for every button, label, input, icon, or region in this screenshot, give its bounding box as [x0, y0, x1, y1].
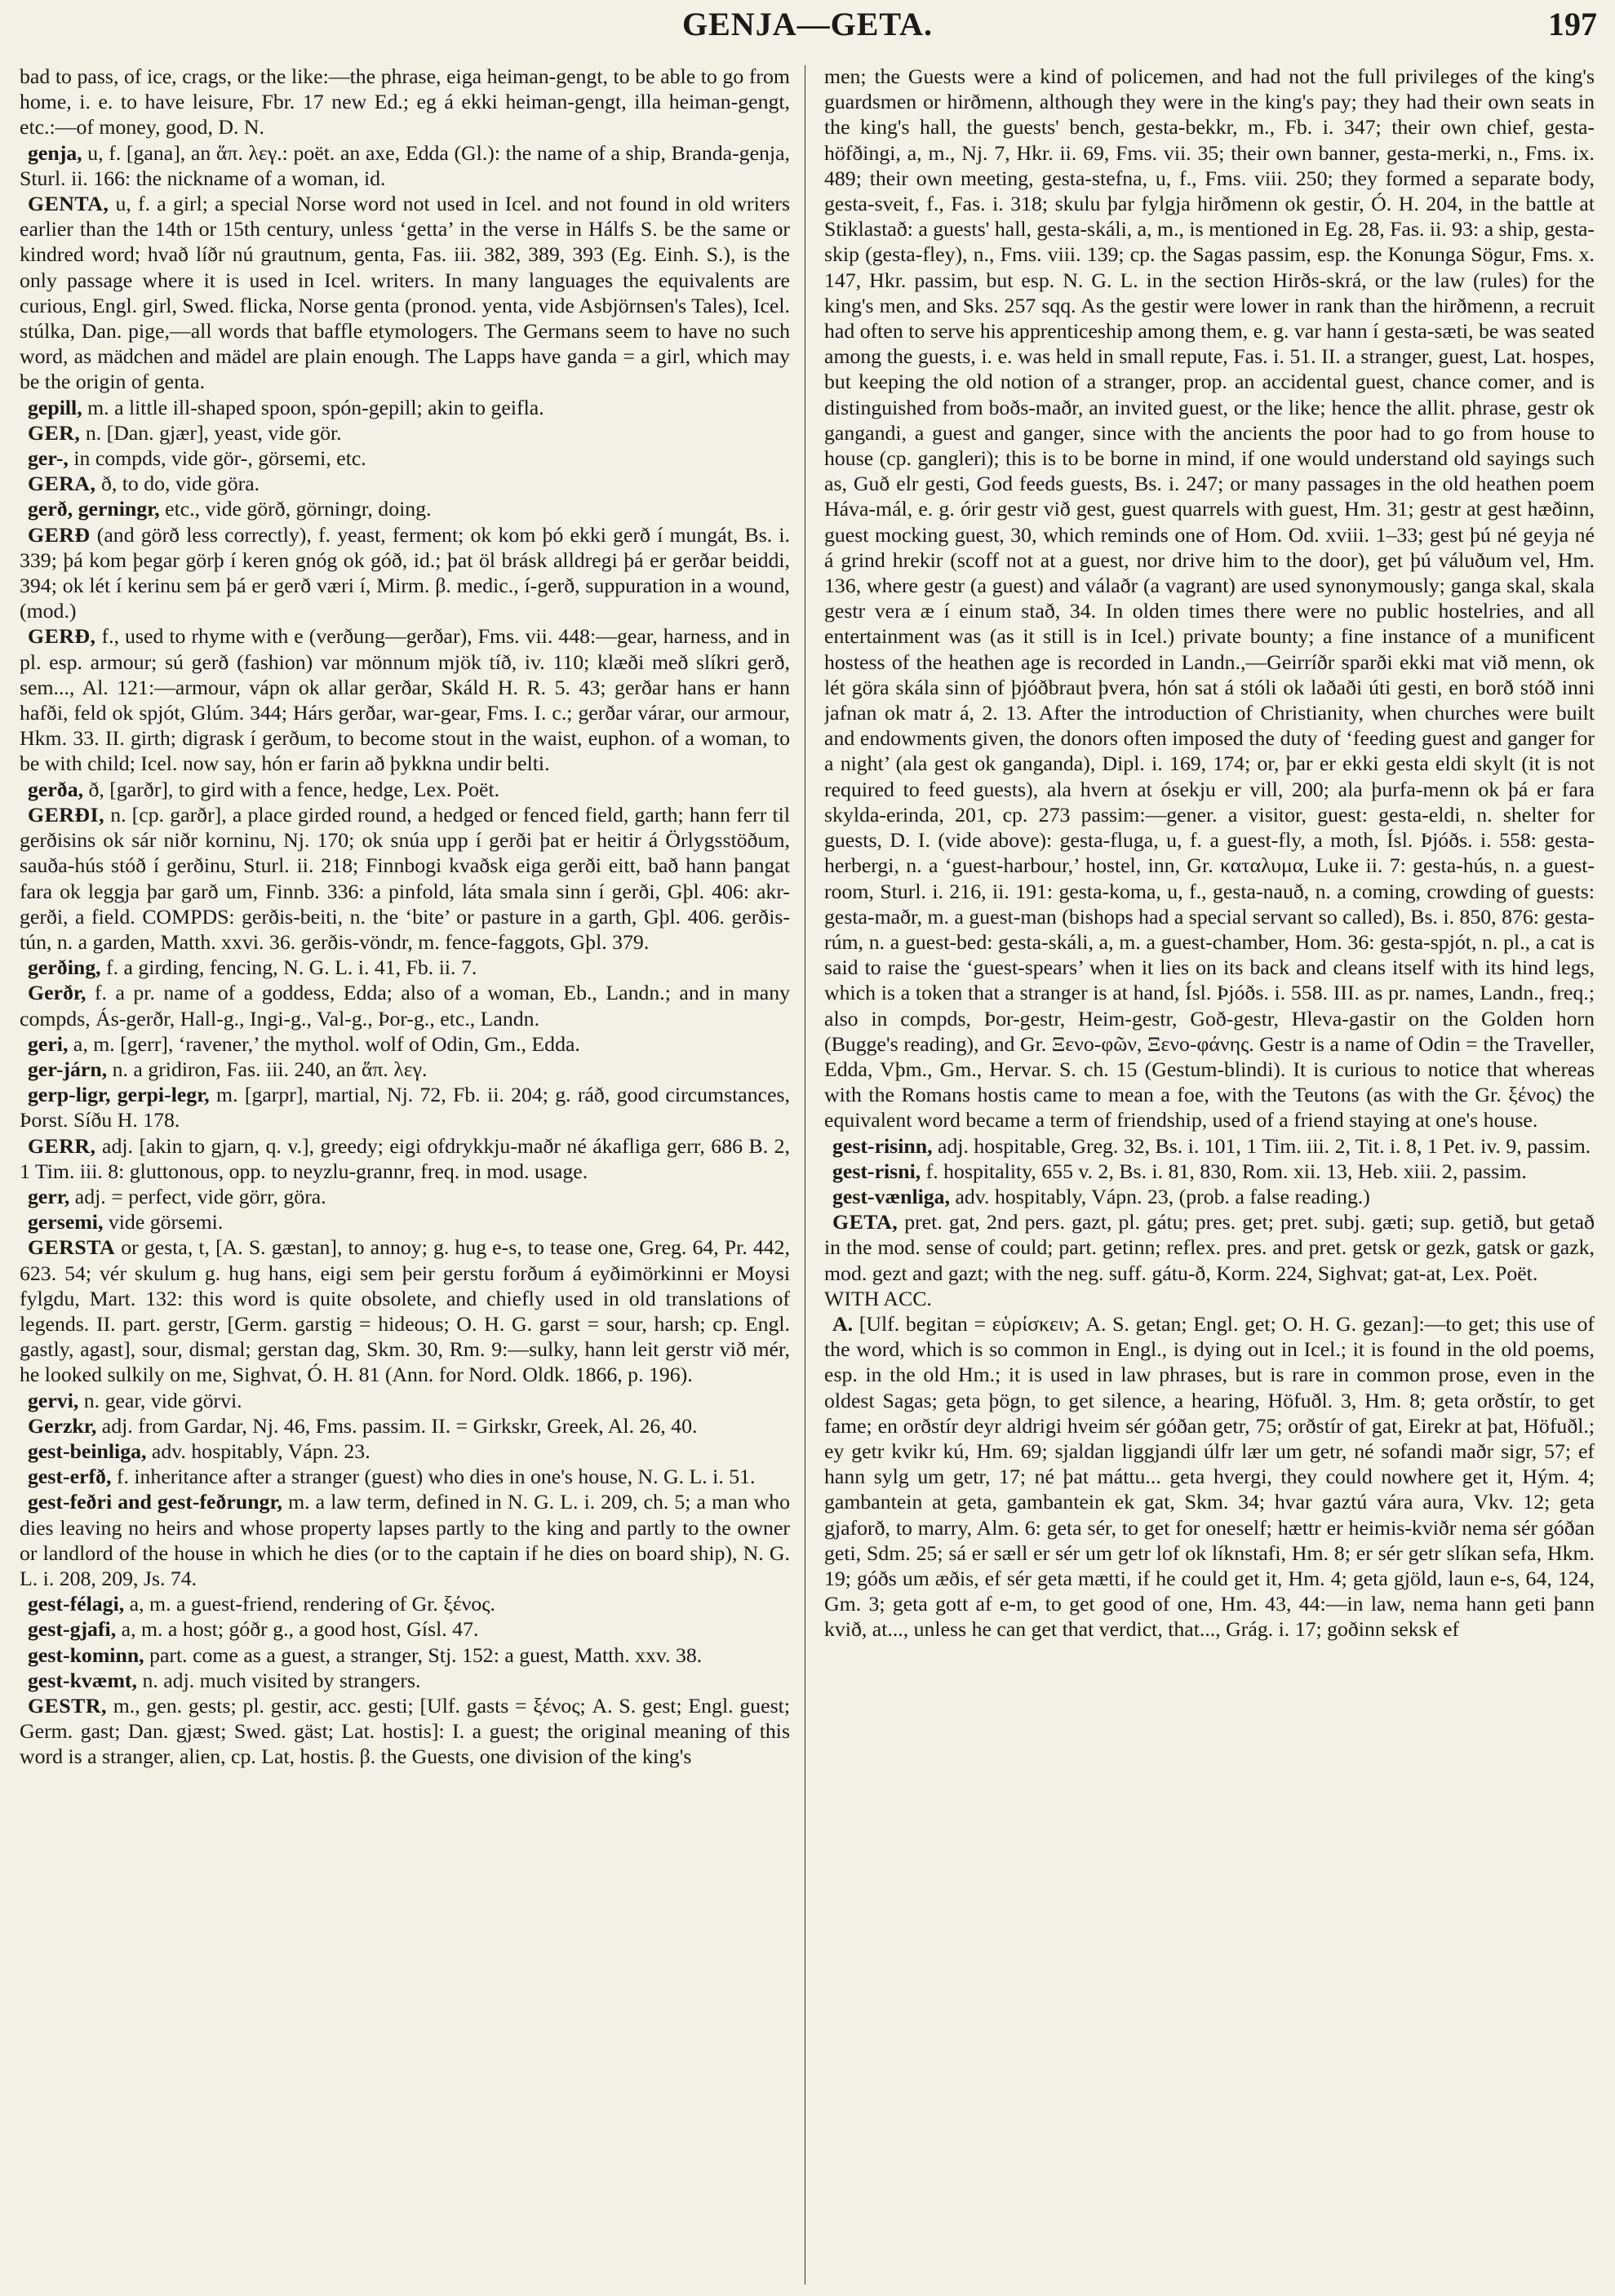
dictionary-entry [20, 140, 790, 191]
entry-text: part. come as a guest, a stranger, Stj. 152: a guest, Matth. xxv. 38. [149, 1642, 703, 1667]
entry-headword: gest-kominn, [28, 1642, 144, 1667]
dictionary-entry [20, 1388, 790, 1413]
right-column [824, 64, 1595, 2287]
entry-text: adj. [akin to gjarn, q. v.], greedy; eigi ofdrykkju-maðr né ákafliga gerr, 686 B. 2, 1 Tim. iii. 8: gluttonous, opp. to neyzlu-grannr, freq. in mod. usage. [20, 1133, 790, 1183]
entry-headword: gervi, [28, 1388, 79, 1412]
dictionary-entry [824, 64, 1595, 1133]
entry-headword: gest-feðri and gest-feðrungr, [28, 1490, 282, 1514]
entry-text: (and görð less correctly), f. yeast, ferment; ok kom þó ekki gerð í mungát, Bs. i. 339; þá kom þegar görþ í keren gnóg ok góð, id.; þat öl brásk alldregi þá er gerðar beiddi, 394; ok lét í kerinu sem þá er gerð væri í, Mirm. β. medic., í-gerð, suppuration in a wound, (mod.) [20, 522, 790, 623]
entry-text: bad to pass, of ice, crags, or the like:—the phrase, eiga heiman-gengt, to be able to go from home, i. e. to have leisure, Fbr. 17 new Ed.; eg á ekki heiman-gengt, illa heiman-gengt, etc.:—of money, good, D. N. [20, 64, 790, 140]
dictionary-entry [20, 1234, 790, 1387]
entry-headword: gerða, [28, 777, 84, 801]
dictionary-entry [20, 955, 790, 980]
entry-headword: gerðing, [28, 955, 101, 980]
dictionary-entry [824, 1159, 1595, 1184]
dictionary-entry [20, 1642, 790, 1668]
entry-text: f. hospitality, 655 v. 2, Bs. i. 81, 830, Rom. xii. 13, Heb. xiii. 2, passim. [925, 1159, 1527, 1183]
entry-text: u, f. a girl; a special Norse word not used in Icel. and not found in old writers earlier than the 14th or 15th century, unless ‘getta’ in the verse in Hálfs S. be the same or kindred word; hvað líðr nú grautnum, genta, Fas. iii. 382, 389, 393 (Eg. Einh. S.), is the only passage where it is used in Icel. writers. In many languages the equivalents are curious, Engl. girl, Swed. flicka, Norse genta (pronod. yenta, vide Asbjörnsen's Tales), Icel. stúlka, Dan. pige,—all words that baffle etymologers. The Germans seem to have no such word, as mädchen and mädel are plain enough. The Lapps have ganda = a girl, which may be the origin of genta. [20, 192, 790, 394]
entry-headword: gepill, [28, 395, 82, 419]
dictionary-entry [20, 1668, 790, 1693]
entry-text: f., used to rhyme with e (verðung—gerðar), Fms. vii. 448:—gear, harness, and in pl. esp. armour; sú gerð (fashion) var mönnum mjök tíð, iv. 110; klæði með slíkri gerð, sem..., Al. 121:—armour, vápn ok allar gerðar, Skáld H. R. 5. 43; gerðar hans er hann hafði, feld ok spjót, Glúm. 344; Hárs gerðar, war-gear, Fms. I. c.; gerðar várar, our armour, Hkm. 33. II. girth; digrask í gerðum, to become stout in the waist, euphon. of a woman, to be with child; Icel. now say, hón er farin að þykkna undir belti. [20, 624, 790, 776]
dictionary-entry [20, 1209, 790, 1234]
dictionary-entry [20, 64, 790, 140]
dictionary-entry [20, 191, 790, 395]
entry-headword: GER, [28, 420, 81, 445]
dictionary-entry [20, 471, 790, 496]
entry-text: m., gen. gests; pl. gestir, acc. gesti; [Ulf. gasts = ξένος; A. S. gest; Engl. guest; Germ. gast; Dan. gjæst; Swed. gäst; Lat. hostis]: I. a guest; the original meaning of this word is a stranger, alien, cp. Lat, hostis. β. the Guests, one division of the king's [20, 1694, 790, 1769]
entry-text: vide görsemi. [108, 1210, 224, 1234]
dictionary-entry [20, 777, 790, 802]
dictionary-entry [20, 395, 790, 420]
entry-text: n. gear, vide görvi. [83, 1388, 242, 1412]
entry-text: pret. gat, 2nd pers. gazt, pl. gátu; pres. get; pret. subj. gæti; sup. getið, but getað in the mod. sense of could; part. getinn; reflex. pres. and pret. getsk or gezk, gatsk or gazk, mod. gezt and gazt; with the neg. suff. gátu-ð, Korm. 224, Sighvat; gat-at, Lex. Poët. [824, 1210, 1595, 1285]
entry-headword: gerð, gerningr, [28, 497, 160, 521]
entry-headword: gest-kvæmt, [28, 1668, 137, 1692]
entry-text: ð, to do, vide göra. [100, 472, 260, 496]
dictionary-entry [20, 496, 790, 521]
entry-text: adj. hospitable, Greg. 32, Bs. i. 101, 1 Tim. iii. 2, Tit. i. 8, 1 Pet. iv. 9, passim. [938, 1133, 1591, 1158]
dictionary-entry [20, 420, 790, 445]
entry-headword: gest-félagi, [28, 1592, 125, 1616]
entry-headword: gest-risinn, [832, 1133, 933, 1158]
entry-text: f. a pr. name of a goddess, Edda; also of a woman, Eb., Landn.; and in many compds, Ás-gerðr, Hall-g., Ingi-g., Val-g., Þor-g., etc., Landn. [20, 981, 790, 1031]
entry-text: WITH ACC. [824, 1286, 932, 1310]
entry-headword: GENTA, [28, 192, 109, 216]
entry-text: adj. = perfect, vide görr, göra. [74, 1184, 326, 1208]
entry-headword: geri, [28, 1031, 69, 1056]
dictionary-entry [20, 1438, 790, 1464]
dictionary-entry [20, 1057, 790, 1082]
entry-headword: GESTR, [28, 1694, 107, 1718]
entry-headword: gest-erfð, [28, 1465, 112, 1489]
entry-headword: GETA, [832, 1210, 898, 1234]
entry-text: etc., vide görð, görningr, doing. [165, 497, 432, 521]
dictionary-entry [20, 1031, 790, 1057]
entry-text: a, m. a host; góðr g., a good host, Gísl. 47. [121, 1617, 479, 1642]
entry-text: adv. hospitably, Vápn. 23, (prob. a false reading.) [955, 1184, 1370, 1208]
running-title: GENJA—GETA. [682, 6, 933, 42]
entry-text: n. adj. much visited by strangers. [142, 1668, 421, 1692]
dictionary-entry [20, 522, 790, 624]
entry-headword: GERSTA [28, 1235, 116, 1260]
entry-headword: gest-beinliga, [28, 1438, 147, 1463]
entry-text: f. a girding, fencing, N. G. L. i. 41, Fb. ii. 7. [106, 955, 477, 980]
dictionary-entry [20, 1082, 790, 1132]
entry-headword: Gerzkr, [28, 1413, 97, 1438]
dictionary-entry [824, 1184, 1595, 1209]
page-header [0, 0, 1615, 57]
entry-text: u, f. [gana], an ἅπ. λεγ.: poët. an axe, Edda (Gl.): the name of a ship, Branda-genja, Sturl. ii. 166: the nickname of a woman, id. [20, 140, 790, 190]
dictionary-entry [20, 1413, 790, 1438]
dictionary-entry [20, 802, 790, 955]
dictionary-entry [824, 1209, 1595, 1286]
entry-headword: gersemi, [28, 1210, 104, 1234]
dictionary-entry [824, 1133, 1595, 1159]
dictionary-entry [20, 1133, 790, 1184]
entry-text: [Ulf. begitan = εὑρίσκειν; A. S. getan; Engl. get; O. H. G. gezan]:—to get; this use of the word, which is so common in Engl., is dying out in Icel.; it is found in the old poems, esp. in the old Hm.; it is used in law phrases, but is rare in common prose, even in the oldest Sagas; geta þögn, to get silence, a hearing, Höfuðl. 3, Hm. 8; geta orðstír, to get fame; en orðstír deyr aldrigi hveim sér góðan getr, 75; orðstír of gat, Eirekr at þat, Höfuðl.; ey getr kvikr kú, Hm. 69; sjaldan liggjandi úlfr lær um getr, né sofandi maðr sigr, 57; ef hann sylg um getr, 17; né þat máttu... geta hvergi, they could nowhere get it, Hým. 4; gambantein at geta, gambantein ek gat, Skm. 34; hvar gaztú vára aura, Vkv. 12; geta gjaforð, to marry, Alm. 6: geta sér, to get for oneself; hættr er heimis-kviðr nema sér góðan geti, Sdm. 25; sá er sæll er sér um getr lof ok líknstafi, Hm. 8; er sér getr slíkan sefa, Hkm. 19; góðs um æðis, ef sér geta mætti, if he could get it, Hm. 4; geta gjöld, laun e-s, 64, 124, Gm. 3; geta gott af e-m, to get good of one, Hm. 43, 44:—in law, nema hann geti þann kvið, at..., unless he can get that verdict, that..., Grág. i. 17; goðinn seksk ef [824, 1311, 1595, 1642]
entry-text: m. a law term, defined in N. G. L. i. 209, ch. 5; a man who dies leaving no heirs and whose property lapses partly to the king and partly to the owner or landlord of the house in which he dies (or to the captain if he dies on board ship), N. G. L. i. 208, 209, Js. 74. [20, 1490, 790, 1590]
page-number: 197 [1548, 6, 1597, 42]
entry-headword: GERR, [28, 1133, 96, 1158]
entry-headword: GERÐ, [28, 624, 96, 649]
dictionary-entry [20, 623, 790, 776]
entry-headword: GERA, [28, 472, 96, 496]
entry-text: n. [Dan. gjær], yeast, vide gör. [85, 420, 342, 445]
entry-headword: gerr, [28, 1184, 70, 1208]
dictionary-entry [824, 1286, 1595, 1311]
entry-text: adv. hospitably, Vápn. 23. [151, 1438, 370, 1463]
dictionary-entry [20, 1591, 790, 1616]
entry-text: f. inheritance after a stranger (guest) who dies in one's house, N. G. L. i. 51. [116, 1465, 756, 1489]
dictionary-entry [20, 1693, 790, 1770]
entry-text: a, m. [gerr], ‘ravener,’ the mythol. wolf of Odin, Gm., Edda. [73, 1031, 580, 1056]
entry-headword: ger-, [28, 446, 69, 471]
entry-headword: gest-vænliga, [832, 1184, 951, 1208]
entry-text: ð, [garðr], to gird with a fence, hedge, Lex. Poët. [88, 777, 500, 801]
entry-text: adj. from Gardar, Nj. 46, Fms. passim. II. = Girkskr, Greek, Al. 26, 40. [101, 1413, 698, 1438]
dictionary-entry [20, 1616, 790, 1642]
entry-headword: gerp-ligr, gerpi-legr, [28, 1083, 210, 1107]
entry-text: a, m. a guest-friend, rendering of Gr. ξένος. [129, 1592, 495, 1616]
entry-headword: A. [832, 1311, 854, 1336]
dictionary-entry [20, 1464, 790, 1489]
entry-text: n. [cp. garðr], a place girded round, a hedged or fenced field, garth; hann ferr til gerðisins ok sár niðr korninu, Nj. 170; ok snúa upp í gerði þat er heitir á Örlygsstöðum, sauða-hús stóð í gerðinu, Sturl. ii. 218; Finnbogi kvaðsk eiga gerði eitt, bað hann þangat fara ok leggja þar garð um, Finnb. 336: a pinfold, láta smala sinn í gerði, Gþl. 406: akr-gerði, a field. COMPDS: gerðis-beiti, n. the ‘bite’ or pasture in a garth, Gþl. 406. gerðis-tún, n. a garden, Matth. xxvi. 36. gerðis-vöndr, m. fence-faggots, Gþl. 379. [20, 802, 790, 954]
dictionary-entry [20, 1184, 790, 1209]
dictionary-entry [20, 445, 790, 471]
entry-text: m. a little ill-shaped spoon, spón-gepill; akin to geifla. [87, 395, 544, 419]
entry-headword: GERÐI, [28, 802, 105, 827]
entry-headword: GERÐ [28, 522, 91, 547]
entry-text: or gesta, t, [A. S. gæstan], to annoy; g. hug e-s, to tease one, Greg. 64, Pr. 442, 623. 54; vér skulum g. hug hans, eigi sem þeir gerstu forðum á eyðimörkinni er Moysi fylgdu, Mart. 132: this word is quite obsolete, and chiefly used in old translations of legends. II. part. gerstr, [Germ. garstig = hideous; O. H. G. garst = sour, harsh; cp. Engl. gastly, agast], sour, dismal; gerstan dag, Skm. 30, Rm. 9:—sulky, hann leit gerstr við mér, he looked sulkily on me, Sighvat, Ó. H. 81 (Ann. for Nord. Oldk. 1866, p. 196). [20, 1235, 790, 1387]
dictionary-entry [20, 980, 790, 1031]
entry-text: men; the Guests were a kind of policemen, and had not the full privileges of the king's guardsmen or hirðmenn, although they were in the king's pay; they had their own seats in the king's hall, the guests' bench, gesta-bekkr, m., Fb. i. 347; their own chief, gesta-höfðingi, a, m., Nj. 7, Hkr. ii. 69, Fms. vii. 35; their own banner, gesta-merki, n., Fms. ix. 489; their own meeting, gesta-stefna, u, f., Fms. viii. 250; they formed a separate body, gesta-sveit, f., Fas. i. 318; skulu þar fylgja hirðmenn ok gestir, Ó. H. 204, in the battle at Stiklastað: a guests' hall, gesta-skáli, a, m., is mentioned in Eg. 28, Fas. ii. 93: a ship, gesta-skip (gesta-fley), n., Fms. viii. 139; cp. the Sagas passim, esp. the Konunga Sögur, Fms. x. 147, Hkr. passim, but esp. N. G. L. in the section Hirðs-skrá, or the law (rules) for the king's men, and Sks. 257 sqq. As the gestir were lower in rank than the hirðmenn, a recruit had often to serve his apprenticeship among them, e. g. var hann í gesta-sæti, be was seated among the guests, i. e. was held in small repute, Fas. i. 51. II. a stranger, guest, Lat. hospes, but keeping the old notion of a stranger, prop. an accidental guest, chance comer, and is distinguished from boðs-maðr, an invited guest, or the like; hence the allit. phrase, gestr ok gangandi, a guest and ganger, since with the ancients the poor had to go from house to house (cp. gangleri); this is to be borne in mind, if one would understand old sayings such as, Guð elr gesti, God feeds guests, Bs. i. 247; or many passages in the old heathen poem Háva-mál, e. g. órir gestr við gest, guest quarrels with guest, Hm. 31; gestr at gest hæðinn, guest mocking guest, 30, which reminds one of Hom. Od. xviii. 1–33; gest þú né geyja né á grind hrekir (scoff not at a guest, nor drive him to the door), get þú váluðum vel, Hm. 136, where gestr (a guest) and válaðr (a vagrant) are used synonymously; ganga skal, skala gestr vera æ í einum stað, 34. In olden times there were no public hostelries, and all entertainment was (as it still is in Icel.) private bounty; a fine instance of a munificent hostess of the heathen age is recorded in Landn.,—Geirríðr sparði ekki mat við menn, ok lét göra skála sinn of þjóðbraut þvera, hón sat á stóli ok laðaði úti gesti, en borð stóð inni jafnan ok matr á, 2. 13. After the introduction of Christianity, when churches were built and endowments given, the donors often imposed the duty of ‘feeding guest and ganger for a night’ (ala gest ok ganganda), Dipl. i. 169, 174; or, þar er ekki gesta eldi skylt (it is not required to feed guests), ala hvern at ósekju er vill, 200; ala þurfa-menn ok þá er fara skylda-erinda, 201, cp. 273 passim:—gener. a visitor, guest: gesta-eldi, n. shelter for guests, D. I. (vide above): gesta-fluga, u, f. a guest-fly, a moth, Ísl. Þjóðs. i. 558: gesta-herbergi, n. a ‘guest-harbour,’ hostel, inn, Gr. καταλυμα, Luke ii. 7: gesta-hús, n. a guest-room, Sturl. i. 216, ii. 191: gesta-koma, u, f., gesta-nauð, n. a coming, crowding of guests: gesta-maðr, m. a guest-man (bishops had a special servant so called), Bs. i. 850, 876: gesta-rúm, n. a guest-bed: gesta-skáli, a, m. a guest-chamber, Hom. 36: gesta-spjót, n. pl., a cat is said to raise the ‘guest-spears’ when it lies on its back and cleans itself with its hind legs, which is a token that a stranger is at hand, Ísl. Þjóðs. i. 558. III. as pr. names, Landn., freq.; also in compds, Þor-gestr, Heim-gestr, Goð-gestr, Hleva-gastir on the Golden horn (Bugge's reading), and Gr. Ξενο-φῶν, Ξενο-φάνης. Gestr is a name of Odin = the Traveller, Edda, Vþm., Gm., Hervar. S. ch. 15 (Gestum-blindi). It is curious to notice that whereas with the Romans hostis came to mean a foe, with the Teutons (as with the Gr. ξένος) the equivalent word became a term of friendship, used of a friend staying at one's house. [824, 64, 1595, 1132]
entry-headword: ger-járn, [28, 1057, 108, 1081]
dictionary-entry [20, 1489, 790, 1591]
entry-headword: gest-gjafi, [28, 1617, 117, 1642]
dictionary-entry [824, 1311, 1595, 1642]
entry-text: n. a gridiron, Fas. iii. 240, an ἅπ. λεγ. [112, 1057, 428, 1081]
entry-headword: genja, [28, 140, 82, 165]
entry-text: in compds, vide gör-, görsemi, etc. [73, 446, 366, 471]
entry-text: m. [garpr], martial, Nj. 72, Fb. ii. 204; g. ráð, good circumstances, Þorst. Síðu H. 178. [20, 1083, 790, 1132]
entry-headword: gest-risni, [832, 1159, 921, 1183]
entry-headword: Gerðr, [28, 981, 87, 1005]
left-column [20, 64, 790, 2287]
